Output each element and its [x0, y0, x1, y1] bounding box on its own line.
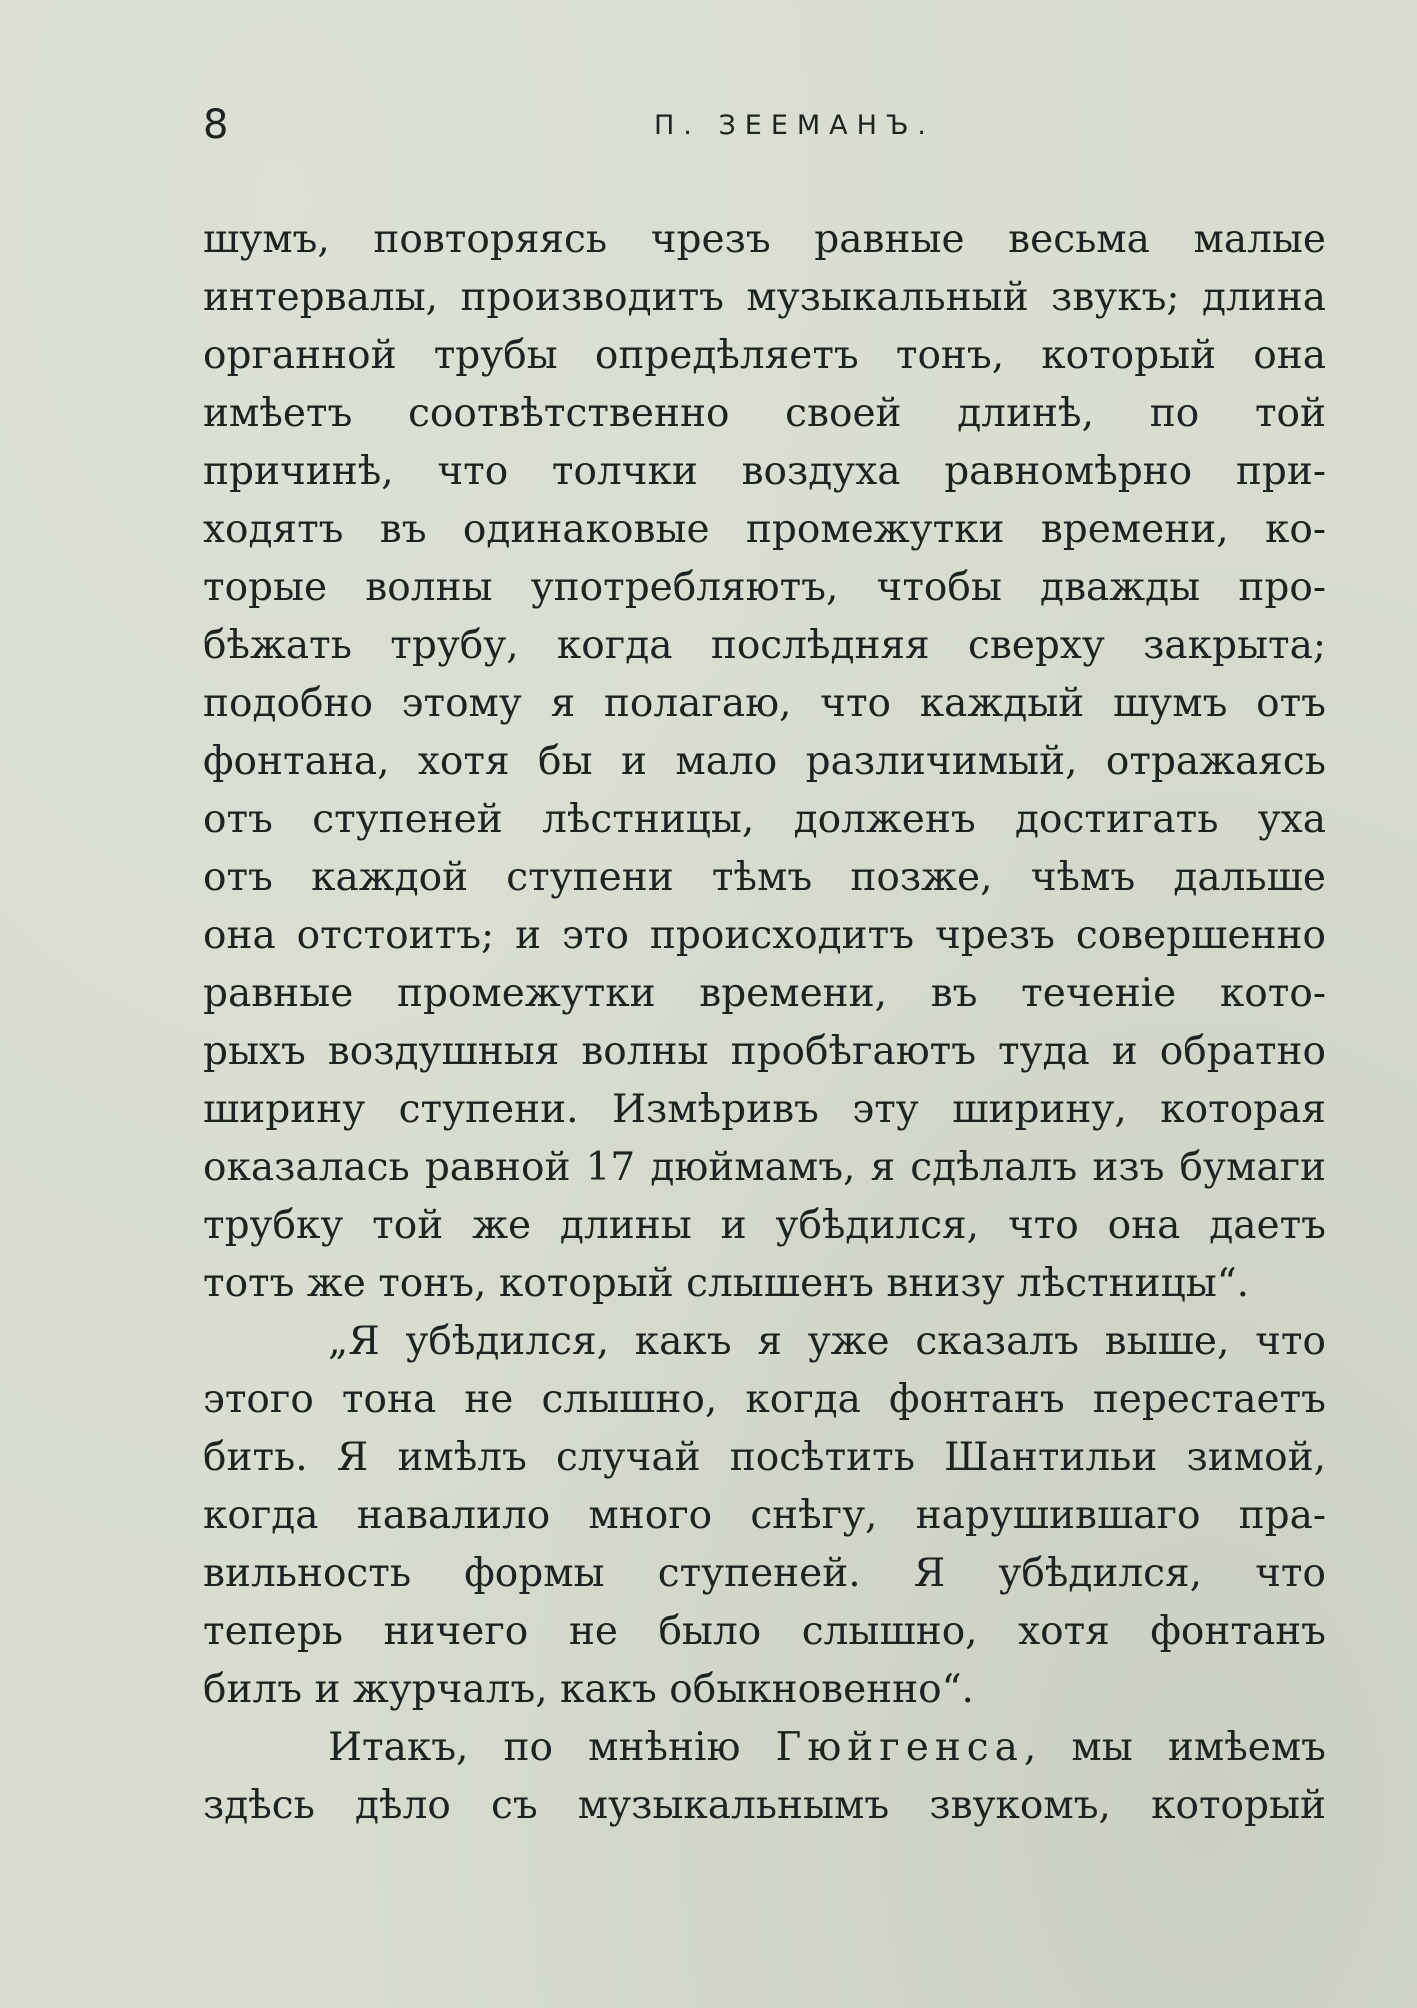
body-text [203, 211, 1326, 1835]
text-line: билъ и журчалъ, какъ обыкновенно“. [203, 1667, 974, 1712]
page-number: 8 [203, 102, 229, 148]
text-line: интервалы, производитъ музыкальный звукъ; длина [203, 275, 1326, 320]
text-segment: , мы имѣемъ [1023, 1725, 1326, 1770]
text-line: оказалась равной 17 дюймамъ, я сдѣлалъ изъ бумаги [203, 1145, 1326, 1190]
text-line: бѣжать трубу, когда послѣдняя сверху закрыта; [203, 623, 1326, 668]
text-line [203, 1719, 1326, 1777]
text-line: причинѣ, что толчки воздуха равномѣрно при- [203, 449, 1326, 494]
text-line: отъ каждой ступени тѣмъ позже, чѣмъ дальше [203, 855, 1326, 900]
text-line: здѣсь дѣло съ музыкальнымъ звукомъ, который [203, 1783, 1326, 1828]
text-line: бить. Я имѣлъ случай посѣтить Шантильи зимой, [203, 1435, 1326, 1480]
text-line: ходятъ въ одинаковые промежутки времени, ко- [203, 507, 1326, 552]
text-line: органной трубы опредѣляетъ тонъ, который она [203, 333, 1326, 378]
text-line: равные промежутки времени, въ теченіе кото- [203, 971, 1326, 1016]
text-line: шумъ, повторяясь чрезъ равные весьма малые [203, 217, 1326, 262]
text-line: ширину ступени. Измѣривъ эту ширину, которая [203, 1087, 1326, 1132]
text-segment: Итакъ, по мнѣнію [328, 1725, 741, 1770]
running-head [203, 100, 1326, 150]
text-line: подобно этому я полагаю, что каждый шумъ отъ [203, 681, 1326, 726]
text-line: трубку той же длины и убѣдился, что она даетъ [203, 1203, 1326, 1248]
text-line: этого тона не слышно, когда фонтанъ перестаетъ [203, 1377, 1326, 1422]
text-line: она отстоитъ; и это происходитъ чрезъ совершенно [203, 913, 1326, 958]
text-line: рыхъ воздушныя волны пробѣгаютъ туда и обратно [203, 1029, 1326, 1074]
text-line: когда навалило много снѣгу, нарушившаго пра- [203, 1493, 1326, 1538]
text-line: фонтана, хотя бы и мало различимый, отражаясь [203, 739, 1326, 784]
text-line: тотъ же тонъ, который слышенъ внизу лѣстницы“. [203, 1261, 1250, 1306]
text-line: теперь ничего не было слышно, хотя фонтанъ [203, 1609, 1326, 1654]
emphasized-name: Гюйгенса [775, 1725, 1024, 1770]
text-line: „Я убѣдился, какъ я уже сказалъ выше, что [328, 1319, 1326, 1364]
text-line: вильность формы ступеней. Я убѣдился, что [203, 1551, 1326, 1596]
running-title: П. ЗЕЕМАНЪ. [653, 110, 936, 141]
text-line: имѣетъ соотвѣтственно своей длинѣ, по той [203, 391, 1326, 436]
text-line: отъ ступеней лѣстницы, долженъ достигать уха [203, 797, 1326, 842]
text-line: торые волны употребляютъ, чтобы дважды про- [203, 565, 1326, 610]
